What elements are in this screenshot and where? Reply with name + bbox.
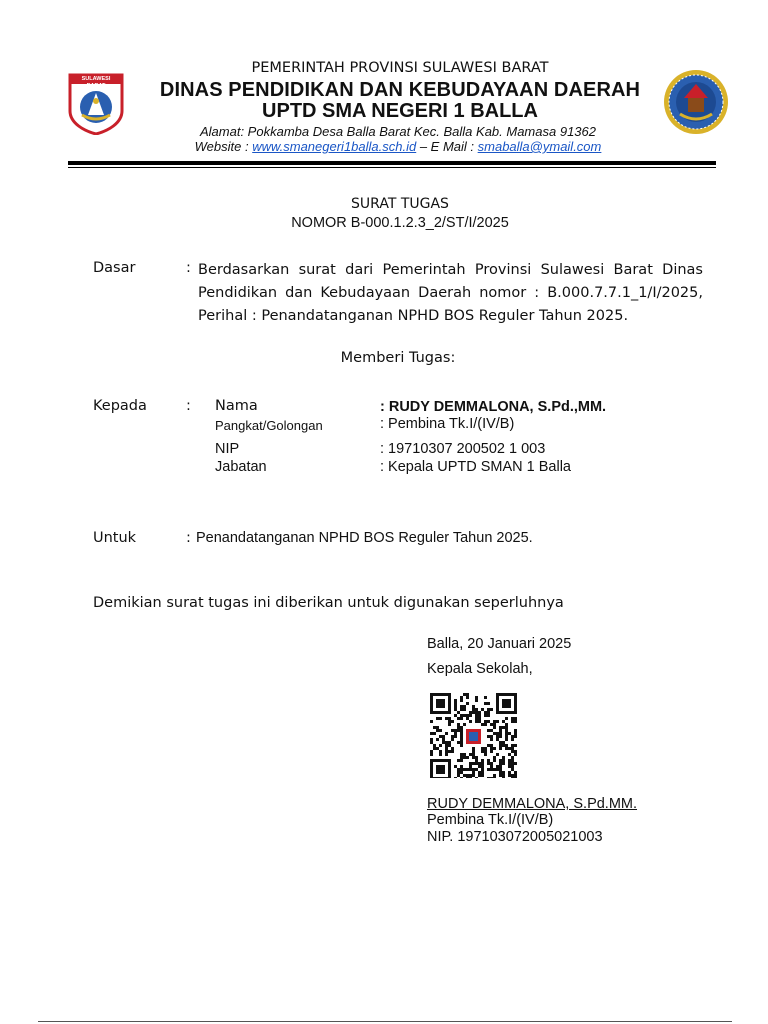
document-title: SURAT TUGAS: [351, 196, 449, 212]
nama-value: : RUDY DEMMALONA, S.Pd.,MM.: [380, 399, 607, 415]
header-dinas: DINAS PENDIDIKAN DAN KEBUDAYAAN DAERAH: [159, 79, 641, 101]
nama-label: Nama: [215, 398, 258, 414]
header-divider-thick: [68, 161, 716, 165]
website-label: Website :: [194, 139, 253, 154]
header-address: Alamat: Pokkamba Desa Balla Barat Kec. Balla Kab. Mamasa 91362: [200, 124, 596, 139]
memberi-tugas: Memberi Tugas:: [340, 350, 456, 366]
left-logo-label: SULAWESI BARAT: [81, 76, 111, 89]
email-label: – E Mail :: [416, 139, 478, 154]
email-link[interactable]: smaballa@ymail.com: [477, 139, 602, 154]
kepada-colon: :: [186, 398, 191, 414]
signatory-nip: NIP. 197103072005021003: [427, 829, 603, 845]
header-government: PEMERINTAH PROVINSI SULAWESI BARAT: [251, 60, 549, 76]
nip-label: NIP: [215, 441, 240, 457]
untuk-label: Untuk: [93, 530, 137, 546]
closing-sentence: Demikian surat tugas ini diberikan untuk digunakan seperluhnya: [93, 595, 564, 611]
header-divider-thin: [68, 167, 716, 168]
kepada-label: Kepada: [93, 398, 147, 414]
signatory-rank: Pembina Tk.I/(IV/B): [427, 812, 554, 828]
jabatan-label: Jabatan: [215, 459, 267, 475]
signatory-name: RUDY DEMMALONA, S.Pd.MM.: [427, 796, 638, 812]
dasar-text: Berdasarkan surat dari Pemerintah Provinsi Sulawesi Barat Dinas Pendidikan dan Kebudayaan Daerah nomor : B.000.7.7.1_1/I/2025, Perihal : Penandatanganan NPHD BOS Reguler Tahun 2025.: [198, 262, 703, 324]
signature-position: Kepala Sekolah,: [427, 661, 533, 677]
untuk-text: Penandatanganan NPHD BOS Reguler Tahun 2025.: [196, 530, 533, 546]
dasar-label: Dasar: [93, 260, 136, 276]
document-number: NOMOR B-000.1.2.3_2/ST/I/2025: [291, 215, 509, 231]
jabatan-value: : Kepala UPTD SMAN 1 Balla: [380, 459, 571, 475]
pangkat-label: Pangkat/Golongan: [215, 418, 323, 433]
header-contact: [0, 139, 768, 154]
dasar-colon: :: [186, 260, 191, 276]
pangkat-value: : Pembina Tk.I/(IV/B): [380, 416, 515, 432]
nip-value: : 19710307 200502 1 003: [380, 441, 546, 457]
website-link[interactable]: www.smanegeri1balla.sch.id: [252, 139, 417, 154]
page-bottom-line: [38, 1021, 732, 1022]
signature-place-date: Balla, 20 Januari 2025: [427, 636, 572, 652]
untuk-colon: :: [186, 530, 191, 546]
header-school: UPTD SMA NEGERI 1 BALLA: [262, 100, 538, 122]
qr-code-icon: [429, 693, 518, 778]
